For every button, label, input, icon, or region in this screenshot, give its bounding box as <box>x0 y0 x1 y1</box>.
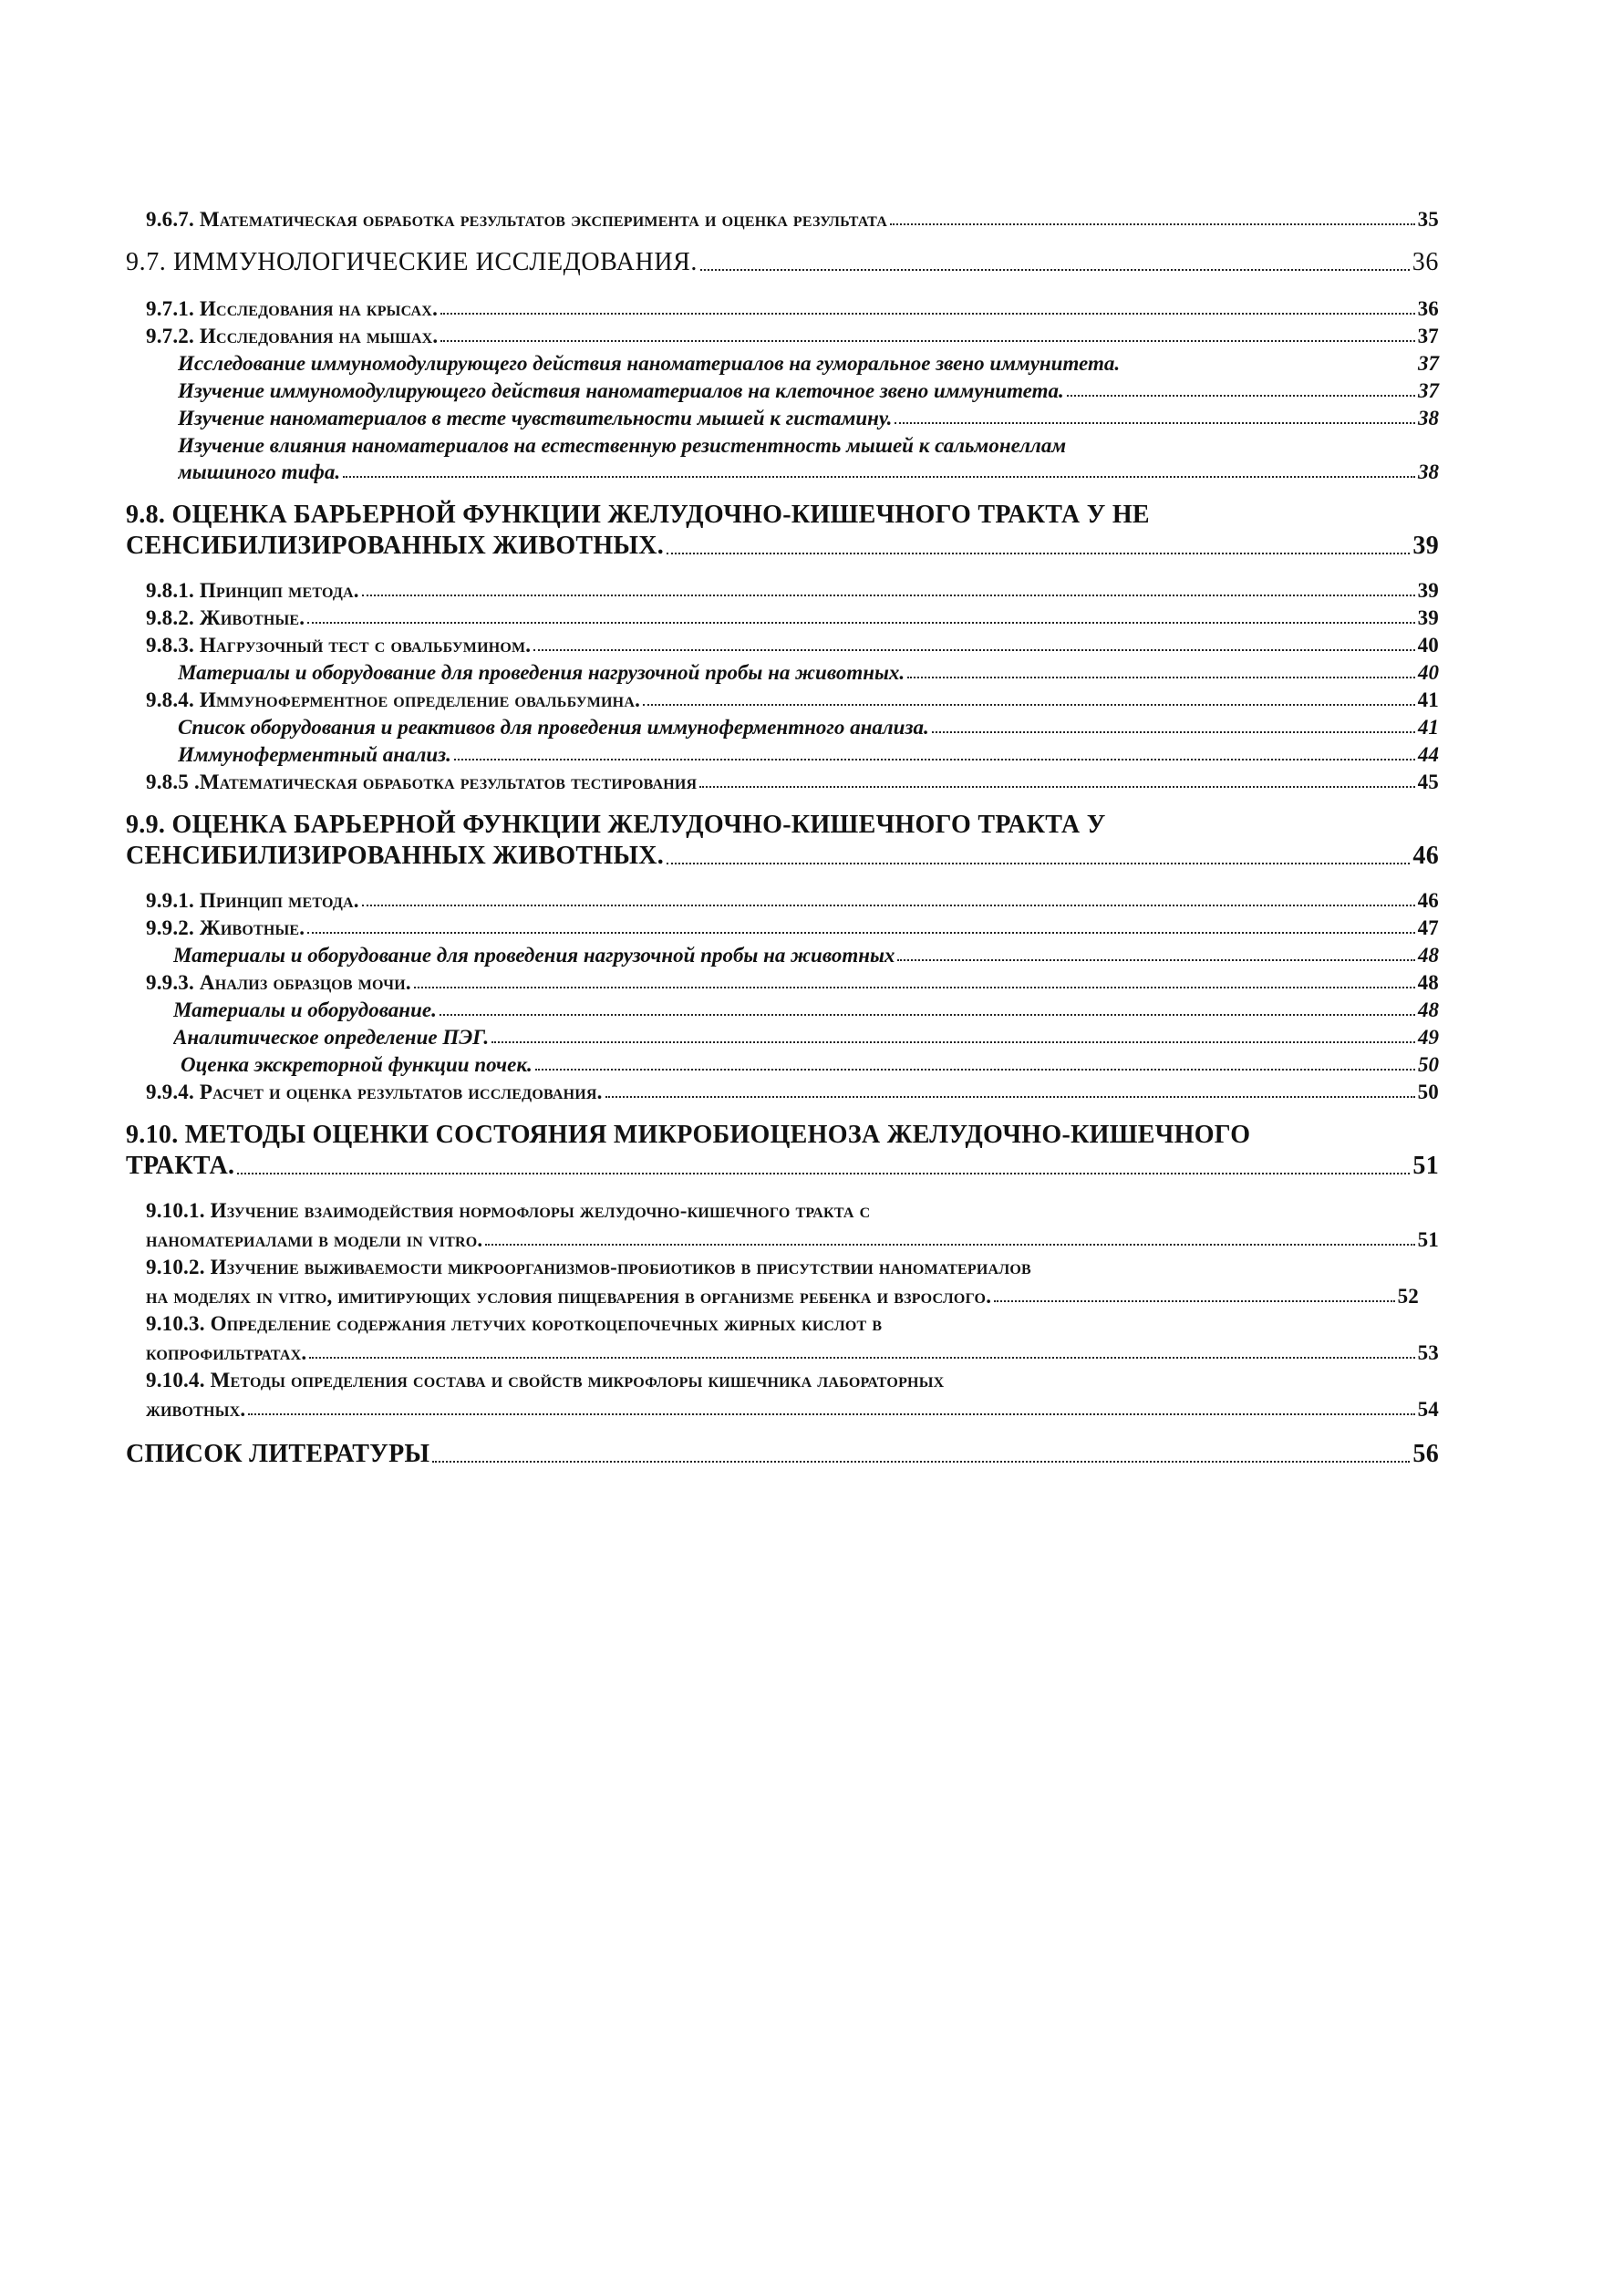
toc-entry-title: СЕНСИБИЛИЗИРОВАННЫХ ЖИВОТНЫХ. <box>126 532 665 560</box>
toc-dot-leader <box>667 863 1410 864</box>
toc-entry-title: 9.8.2. Животные. <box>146 606 305 629</box>
toc-entry-title: 9.8.4. Иммуноферментное определение овальбумина. <box>146 688 641 711</box>
toc-dot-leader <box>440 340 1414 342</box>
toc-page-number: 35 <box>1417 208 1439 231</box>
toc-entry-9-7[interactable] <box>126 248 1439 277</box>
toc-entry-9-8-5[interactable] <box>126 771 1439 794</box>
toc-entry-title: СПИСОК ЛИТЕРАТУРЫ <box>126 1440 430 1468</box>
toc-entry-title-line: 9.10.3. Определение содержания летучих короткоцепочечных жирных кислот в <box>146 1312 883 1335</box>
toc-entry-references[interactable] <box>126 1440 1439 1469</box>
toc-entry-9-10-2[interactable] <box>126 1256 1439 1309</box>
toc-entry-title: 9.8.1. Принцип метода. <box>146 579 359 602</box>
toc-page-number: 53 <box>1417 1341 1439 1364</box>
toc-entry-title: наноматериалами в модели in vitro. <box>146 1228 483 1251</box>
toc-dot-leader <box>307 932 1414 934</box>
toc-entry-elisa[interactable] <box>126 743 1439 767</box>
toc-dot-leader <box>432 1461 1410 1463</box>
toc-dot-leader <box>533 649 1414 651</box>
toc-entry-kidney-function[interactable] <box>126 1053 1439 1077</box>
toc-page-number: 37 <box>1418 352 1439 375</box>
toc-dot-leader <box>343 476 1415 478</box>
toc-entry-title-line: 9.10.4. Методы определения состава и свойств микрофлоры кишечника лабораторных <box>146 1369 945 1391</box>
toc-entry-9-9[interactable] <box>126 811 1439 871</box>
toc-dot-leader <box>237 1173 1410 1174</box>
toc-entry-9-9-3[interactable] <box>126 971 1439 995</box>
toc-entry-title: копрофильтратах. <box>146 1341 307 1364</box>
toc-entry-title: Изучение иммуномодулирующего действия наноматериалов на клеточное звено иммунитета. <box>178 379 1064 402</box>
toc-entry-title: 9.7. ИММУНОЛОГИЧЕСКИЕ ИССЛЕДОВАНИЯ. <box>126 248 698 276</box>
toc-page-number: 50 <box>1418 1053 1439 1076</box>
toc-entry-title: 9.9.2. Животные. <box>146 916 305 939</box>
toc-page-number: 46 <box>1412 842 1439 870</box>
toc-entry-title: Материалы и оборудование для проведения нагрузочной пробы на животных. <box>178 661 905 684</box>
toc-entry-title: 9.9.3. Анализ образцов мочи. <box>146 971 411 994</box>
toc-entry-title: Материалы и оборудование для проведения нагрузочной пробы на животных <box>173 944 895 967</box>
toc-entry-title-line: 9.8. ОЦЕНКА БАРЬЕРНОЙ ФУНКЦИИ ЖЕЛУДОЧНО-КИШЕЧНОГО ТРАКТА У НЕ <box>126 501 1150 529</box>
toc-dot-leader <box>699 786 1414 788</box>
toc-entry-peg-analysis[interactable] <box>126 1026 1439 1050</box>
toc-entry-title: мышиного тифа. <box>178 460 341 483</box>
toc-page-number: 48 <box>1417 971 1439 994</box>
toc-dot-leader <box>667 553 1410 554</box>
toc-entry-title-line: 9.10.1. Изучение взаимодействия нормофлоры желудочно-кишечного тракта с <box>146 1199 871 1222</box>
toc-entry-title: Аналитическое определение ПЭГ. <box>173 1026 490 1049</box>
toc-entry-9-9-1[interactable] <box>126 889 1439 913</box>
toc-entry-9-10-4[interactable] <box>126 1369 1439 1422</box>
toc-page-number: 40 <box>1417 634 1439 657</box>
toc-entry-title: Исследование иммуномодулирующего действия наноматериалов на гуморальное звено иммунитета. <box>178 352 1121 375</box>
toc-entry-9-10[interactable] <box>126 1121 1439 1181</box>
toc-dot-leader <box>932 731 1415 733</box>
toc-dot-leader <box>454 759 1415 760</box>
toc-page-number: 54 <box>1417 1398 1439 1421</box>
toc-dot-leader <box>307 622 1414 624</box>
toc-dot-leader <box>1067 395 1415 397</box>
toc-entry-load-test-materials[interactable] <box>126 944 1439 967</box>
toc-page-number: 48 <box>1418 998 1439 1021</box>
toc-page-number: 46 <box>1417 889 1439 912</box>
toc-entry-title: 9.7.1. Исследования на крысах. <box>146 297 439 320</box>
toc-entry-9-7-1[interactable] <box>126 297 1439 321</box>
toc-entry-histamine-test[interactable] <box>126 407 1439 430</box>
toc-dot-leader <box>248 1413 1414 1415</box>
toc-entry-9-8-1[interactable] <box>126 579 1439 603</box>
toc-entry-title: Материалы и оборудование. <box>173 998 437 1021</box>
toc-entry-cellular-immunity[interactable] <box>126 379 1439 403</box>
toc-page-number: 45 <box>1417 771 1439 793</box>
toc-page-number: 48 <box>1418 944 1439 967</box>
toc-entry-9-8[interactable] <box>126 501 1439 561</box>
toc-dot-leader <box>362 905 1415 906</box>
toc-entry-title: ТРАКТА. <box>126 1152 235 1180</box>
toc-dot-leader <box>414 987 1415 988</box>
toc-dot-leader <box>907 677 1415 678</box>
toc-dot-leader <box>895 422 1415 424</box>
toc-entry-salmonella-resistance[interactable] <box>126 434 1439 484</box>
toc-entry-elisa-equipment[interactable] <box>126 716 1439 740</box>
toc-page-number: 38 <box>1418 407 1439 429</box>
toc-page-number: 36 <box>1412 248 1439 276</box>
toc-entry-title-line: 9.10. МЕТОДЫ ОЦЕНКИ СОСТОЯНИЯ МИКРОБИОЦЕНОЗА ЖЕЛУДОЧНО-КИШЕЧНОГО <box>126 1121 1251 1149</box>
toc-dot-leader <box>897 959 1415 961</box>
toc-entry-title: Изучение наноматериалов в тесте чувствительности мышей к гистамину. <box>178 407 893 429</box>
toc-entry-title: на моделях in vitro, имитирующих условия пищеварения в организме ребенка и взрослого. <box>146 1285 992 1308</box>
toc-page-number: 56 <box>1412 1440 1439 1468</box>
toc-dot-leader <box>605 1096 1415 1098</box>
toc-page-number: 39 <box>1417 606 1439 629</box>
toc-page-number: 39 <box>1412 532 1439 560</box>
toc-entry-title: животных. <box>146 1398 246 1421</box>
toc-page-number: 44 <box>1418 743 1439 766</box>
toc-entry-title: 9.9.1. Принцип метода. <box>146 889 359 912</box>
toc-dot-leader <box>535 1069 1415 1071</box>
toc-page-number: 50 <box>1417 1081 1439 1103</box>
toc-entry-title-line: Изучение влияния наноматериалов на естественную резистентность мышей к сальмонеллам <box>178 434 1067 457</box>
toc-page-number: 40 <box>1418 661 1439 684</box>
toc-page-number: 37 <box>1418 379 1439 402</box>
toc-page-number: 41 <box>1417 688 1439 711</box>
toc-entry-humoral-immunity[interactable] <box>126 352 1439 376</box>
toc-entry-9-7-2[interactable] <box>126 325 1439 348</box>
toc-entry-title: 9.6.7. Математическая обработка результатов эксперимента и оценка результата <box>146 208 887 231</box>
toc-entry-9-10-3[interactable] <box>126 1312 1439 1365</box>
toc-dot-leader <box>309 1357 1414 1359</box>
toc-page-number: 47 <box>1417 916 1439 939</box>
toc-entry-title: СЕНСИБИЛИЗИРОВАННЫХ ЖИВОТНЫХ. <box>126 842 665 870</box>
toc-entry-title: 9.9.4. Расчет и оценка результатов исследования. <box>146 1081 603 1103</box>
toc-entry-title: Иммуноферментный анализ. <box>178 743 451 766</box>
toc-page-number: 38 <box>1418 460 1439 483</box>
toc-page-number: 51 <box>1412 1152 1439 1180</box>
toc-entry-title: Список оборудования и реактивов для проведения иммуноферментного анализа. <box>178 716 929 739</box>
toc-dot-leader <box>994 1300 1394 1302</box>
toc-entry-9-10-1[interactable] <box>126 1199 1439 1252</box>
toc-entry-9-9-2[interactable] <box>126 916 1439 940</box>
toc-dot-leader <box>362 595 1415 596</box>
toc-page-number: 39 <box>1417 579 1439 602</box>
toc-entry-urine-materials[interactable] <box>126 998 1439 1022</box>
toc-dot-leader <box>643 704 1415 706</box>
table-of-contents <box>126 208 1439 1469</box>
toc-entry-title: Оценка экскреторной функции почек. <box>181 1053 533 1076</box>
toc-entry-9-8-2[interactable] <box>126 606 1439 630</box>
toc-page-number: 49 <box>1418 1026 1439 1049</box>
toc-page-number: 52 <box>1397 1285 1419 1308</box>
toc-entry-title: 9.8.3. Нагрузочный тест с овальбумином. <box>146 634 532 657</box>
toc-page-number: 51 <box>1417 1228 1439 1251</box>
toc-dot-leader <box>491 1041 1415 1043</box>
toc-entry-ovalbumin-materials[interactable] <box>126 661 1439 685</box>
toc-entry-title: 9.8.5 .Математическая обработка результатов тестирования <box>146 771 698 793</box>
toc-page-number: 41 <box>1418 716 1439 739</box>
toc-dot-leader <box>890 223 1415 225</box>
toc-entry-title-line: 9.9. ОЦЕНКА БАРЬЕРНОЙ ФУНКЦИИ ЖЕЛУДОЧНО-КИШЕЧНОГО ТРАКТА У <box>126 811 1106 839</box>
toc-entry-title: 9.7.2. Исследования на мышах. <box>146 325 439 347</box>
toc-entry-9-9-4[interactable] <box>126 1081 1439 1104</box>
toc-dot-leader <box>440 313 1415 315</box>
toc-dot-leader <box>700 269 1410 271</box>
toc-dot-leader <box>440 1014 1415 1016</box>
toc-page-number: 37 <box>1417 325 1439 347</box>
toc-entry-title-line: 9.10.2. Изучение выживаемости микроорганизмов-пробиотиков в присутствии наноматериалов <box>146 1256 1031 1278</box>
toc-entry-9-8-3[interactable] <box>126 634 1439 657</box>
toc-dot-leader <box>485 1244 1414 1246</box>
toc-page-number: 36 <box>1417 297 1439 320</box>
toc-entry-9-6-7[interactable] <box>126 208 1439 232</box>
toc-entry-9-8-4[interactable] <box>126 688 1439 712</box>
